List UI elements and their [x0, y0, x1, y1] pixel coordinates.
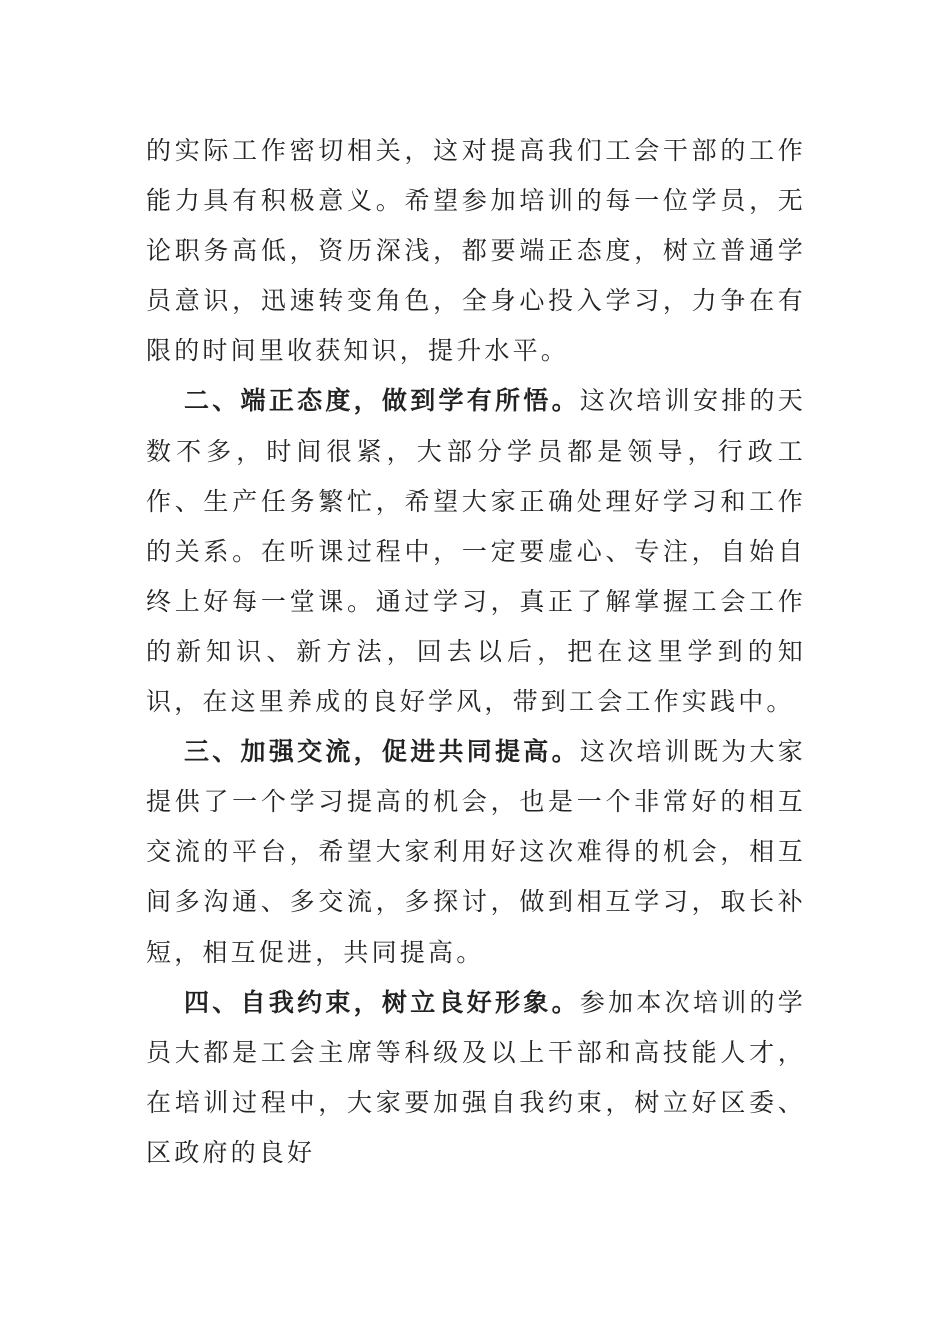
document-body: [146, 126, 806, 1178]
section-heading: 二、端正态度，做到学有所悟。: [184, 386, 580, 416]
paragraph-text: 这次培训既为大家提供了一个学习提高的机会，也是一个非常好的相互交流的平台，希望大家利用好这次难得的机会，相互间多沟通、多交流，多探讨，做到相互学习，取长补短，相互促进，共同提高。: [146, 737, 806, 967]
section-heading: 四、自我约束，树立良好形象。: [184, 987, 580, 1017]
paragraph-section-4: [146, 978, 806, 1178]
paragraph-text: 参加本次培训的学员大都是工会主席等科级及以上干部和高技能人才，在培训过程中，大家要加强自我约束，树立好区委、区政府的良好: [146, 987, 806, 1167]
section-heading: 三、加强交流，促进共同提高。: [184, 737, 580, 767]
paragraph-continuation: [146, 126, 806, 376]
paragraph-section-2: [146, 376, 806, 727]
paragraph-section-3: [146, 727, 806, 977]
paragraph-text: 这次培训安排的天数不多，时间很紧，大部分学员都是领导，行政工作、生产任务繁忙，希望大家正确处理好学习和工作的关系。在听课过程中，一定要虚心、专注，自始自终上好每一堂课。通过学习，真正了解掌握工会工作的新知识、新方法，回去以后，把在这里学到的知识，在这里养成的良好学风，带到工会工作实践中。: [146, 386, 806, 717]
paragraph-text: 的实际工作密切相关，这对提高我们工会干部的工作能力具有积极意义。希望参加培训的每一位学员，无论职务高低，资历深浅，都要端正态度，树立普通学员意识，迅速转变角色，全身心投入学习，力争在有限的时间里收获知识，提升水平。: [146, 136, 806, 366]
